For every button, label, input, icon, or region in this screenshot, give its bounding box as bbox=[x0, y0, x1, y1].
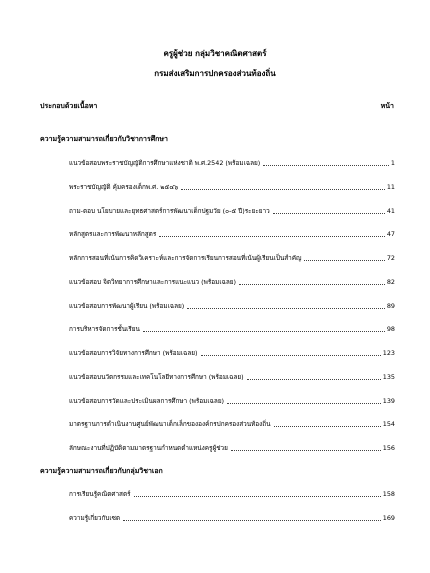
toc-entry[interactable] bbox=[69, 348, 395, 358]
toc-entry-page-number: 139 bbox=[382, 396, 395, 405]
toc-entry-page-number: 158 bbox=[382, 490, 395, 498]
dot-leader bbox=[263, 165, 389, 166]
toc-entry-title: แนวข้อสอบการพัฒนาผู้เรียน (พร้อมเฉลย) bbox=[69, 301, 185, 310]
toc-entry[interactable] bbox=[69, 372, 395, 382]
toc-entry-title: หลักสูตรและการพัฒนาหลักสูตร bbox=[69, 230, 157, 239]
toc-entry-title: ลักษณะงานที่ปฏิบัติตามมาตรฐานกำหนดตำแหน่งครูผู้ช่วย bbox=[69, 444, 228, 452]
toc-entry-page-number: 41 bbox=[386, 206, 395, 215]
toc-entry-title: แนวข้อสอบการวิจัยทางการศึกษา (พร้อมเฉลย) bbox=[69, 349, 198, 357]
dot-leader bbox=[159, 236, 385, 237]
toc-entry-title: การบริหารจัดการชั้นเรียน bbox=[69, 325, 140, 334]
dot-leader bbox=[187, 308, 385, 309]
toc-entry-page-number: 1 bbox=[390, 159, 395, 167]
toc-entry[interactable] bbox=[69, 158, 395, 168]
toc-entry[interactable] bbox=[69, 419, 395, 429]
section-heading-major: ความรู้ความสามารถเกี่ยวกับกลุ่มวิชาเอก bbox=[40, 467, 163, 475]
toc-entry-title: แนวข้อสอบพระราชบัญญัติการศึกษาแห่งชาติ พ.ศ.2542 (พร้อมเฉลย) bbox=[69, 159, 261, 167]
toc-entry-page-number: 11 bbox=[386, 182, 395, 191]
toc-entry-page-number: 89 bbox=[386, 301, 395, 310]
dot-leader bbox=[143, 331, 385, 332]
toc-entry-page-number: 154 bbox=[382, 420, 395, 429]
toc-entry-page-number: 156 bbox=[382, 444, 395, 452]
dot-leader bbox=[239, 284, 385, 285]
dot-leader bbox=[304, 260, 384, 261]
toc-entry[interactable] bbox=[69, 489, 395, 499]
toc-entry-page-number: 135 bbox=[382, 372, 395, 381]
toc-entry-title: พระราชบัญญัติ คุ้มครองเด็กพ.ศ. ๒๕๔๖ bbox=[69, 182, 179, 191]
toc-entry-page-number: 72 bbox=[386, 254, 395, 262]
dot-leader bbox=[273, 213, 385, 214]
toc-entry[interactable] bbox=[69, 513, 395, 523]
toc-entry-title: ความรู้เกี่ยวกับเซต bbox=[69, 513, 121, 522]
toc-entry[interactable] bbox=[69, 277, 395, 287]
toc-header-contents: ประกอบด้วยเนื้อหา bbox=[40, 102, 98, 110]
dot-leader bbox=[231, 450, 381, 451]
dot-leader bbox=[247, 379, 381, 380]
document-title: ครูผู้ช่วย กลุ่มวิชาคณิตศาสตร์ bbox=[163, 49, 267, 58]
toc-entry-title: หลักการสอนที่เน้นการคิดวิเคราะห์และการจัดการเรียนการสอนที่เน้นผู้เรียนเป็นสำคัญ bbox=[69, 254, 302, 262]
section-heading-education: ความรู้ความสามารถเกี่ยวกับวิชาการศึกษา bbox=[40, 135, 168, 143]
toc-entry-title: แนวข้อสอบการวัดและประเมินผลการศึกษา (พร้อมเฉลย) bbox=[69, 396, 225, 405]
toc-entry[interactable] bbox=[69, 324, 395, 334]
dot-leader bbox=[134, 496, 381, 497]
dot-leader bbox=[274, 426, 381, 427]
toc-entry[interactable] bbox=[69, 206, 395, 216]
toc-entry-title: แนวข้อสอบ จิตวิทยาการศึกษาและการแนะแนว (พร้อมเฉลย) bbox=[69, 277, 237, 286]
toc-entry-title: การเรียนรู้คณิตศาสตร์ bbox=[69, 490, 131, 498]
toc-entry-page-number: 82 bbox=[386, 277, 395, 286]
toc-entry[interactable] bbox=[69, 253, 395, 263]
toc-entry-page-number: 47 bbox=[386, 230, 395, 239]
toc-entry[interactable] bbox=[69, 396, 395, 406]
toc-entry-page-number: 123 bbox=[382, 349, 395, 357]
toc-entry-page-number: 98 bbox=[386, 325, 395, 334]
toc-entry[interactable] bbox=[69, 301, 395, 311]
dot-leader bbox=[123, 520, 381, 521]
toc-entry-title: แนวข้อสอบนวัตกรรมและเทคโนโลยีทางการศึกษา (พร้อมเฉลย) bbox=[69, 372, 244, 381]
toc-entry[interactable] bbox=[69, 182, 395, 192]
dot-leader bbox=[227, 403, 381, 404]
toc-header-page: หน้า bbox=[380, 102, 394, 110]
document-subtitle: กรมส่งเสริมการปกครองส่วนท้องถิ่น bbox=[154, 69, 276, 78]
toc-entry[interactable] bbox=[69, 229, 395, 239]
dot-leader bbox=[201, 355, 381, 356]
toc-entry-title: มาตรฐานการดำเนินงานศูนย์พัฒนาเด็กเล็กขององค์กรปกครองส่วนท้องถิ่น bbox=[69, 420, 271, 429]
toc-entry-title: ถาม-ตอบ นโยบายและยุทธศาสตร์การพัฒนาเด็กปฐมวัย (๐-๕ ปี)ระยะยาว bbox=[69, 206, 270, 215]
toc-entry[interactable] bbox=[69, 443, 395, 453]
dot-leader bbox=[181, 189, 385, 190]
toc-entry-page-number: 169 bbox=[382, 513, 395, 522]
